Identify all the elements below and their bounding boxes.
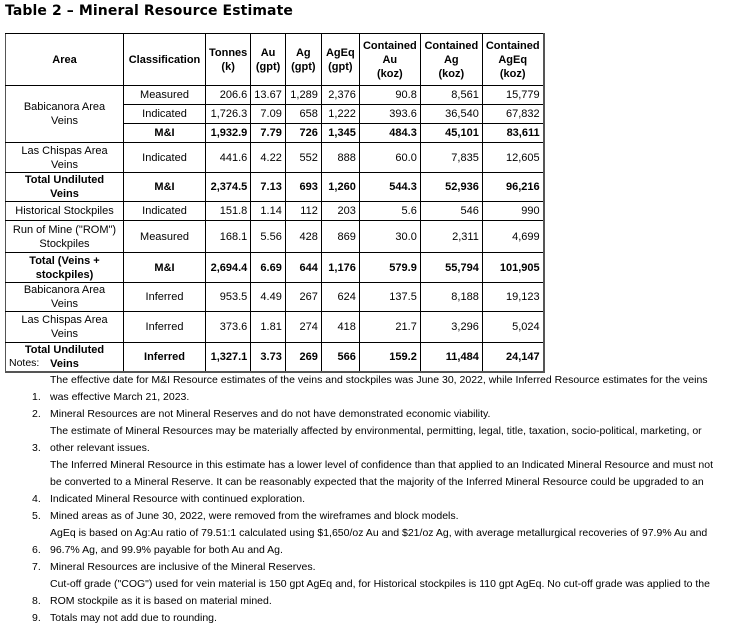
- contained-au-cell: 30.0: [359, 221, 420, 253]
- note-text-line: was effective March 21, 2023.: [50, 391, 190, 403]
- note-item: [9, 406, 739, 423]
- note-text-line: ROM stockpile as it is based on material mined.: [50, 595, 272, 607]
- header-area: Area: [6, 34, 124, 86]
- contained-ageq-cell: 19,123: [482, 283, 543, 312]
- table-row: [6, 312, 544, 343]
- contained-au-cell: 159.2: [359, 343, 420, 373]
- contained-au-cell: 5.6: [359, 202, 420, 221]
- contained-au-cell: 60.0: [359, 143, 420, 173]
- area-cell: Run of Mine ("ROM") Stockpiles: [6, 221, 124, 253]
- classification-cell: Measured: [124, 221, 206, 253]
- header-classification: Classification: [124, 34, 206, 86]
- table-row: [6, 143, 544, 173]
- note-item: [9, 610, 739, 627]
- note-text-line: The Inferred Mineral Resource in this estimate has a lower level of confidence than that applied to an Indicated Mineral Resource and must not: [50, 459, 714, 471]
- contained-au-cell: 90.8: [359, 86, 420, 105]
- ag-cell: 267: [285, 283, 321, 312]
- ag-cell: 269: [285, 343, 321, 373]
- note-number: 7.: [32, 561, 41, 573]
- note-text-line: Mineral Resources are inclusive of the Mineral Reserves.: [50, 561, 316, 573]
- area-cell: Total Undiluted Veins: [6, 173, 124, 202]
- note-item: [9, 508, 739, 525]
- au-cell: 4.49: [251, 283, 286, 312]
- note-number: 6.: [32, 544, 41, 556]
- ageq-cell: 624: [321, 283, 359, 312]
- classification-cell: M&I: [124, 173, 206, 202]
- contained-ageq-cell: 67,832: [482, 105, 543, 124]
- notes-list: [9, 372, 739, 627]
- classification-cell: Indicated: [124, 143, 206, 173]
- ageq-cell: 418: [321, 312, 359, 343]
- area-cell: Historical Stockpiles: [6, 202, 124, 221]
- contained-ag-cell: 36,540: [420, 105, 482, 124]
- tonnes-cell: 206.6: [206, 86, 251, 105]
- contained-ageq-cell: 83,611: [482, 124, 543, 143]
- contained-au-cell: 393.6: [359, 105, 420, 124]
- classification-cell: Indicated: [124, 202, 206, 221]
- au-cell: 1.14: [251, 202, 286, 221]
- area-cell: Babicanora Area Veins: [6, 86, 124, 143]
- tonnes-cell: 2,694.4: [206, 253, 251, 283]
- contained-ag-cell: 2,311: [420, 221, 482, 253]
- ageq-cell: 2,376: [321, 86, 359, 105]
- note-item: [9, 423, 739, 457]
- header-row: [6, 34, 544, 86]
- header-tonnes: Tonnes (k): [206, 34, 251, 86]
- ageq-cell: 888: [321, 143, 359, 173]
- tonnes-cell: 1,327.1: [206, 343, 251, 373]
- note-text-line: The estimate of Mineral Resources may be materially affected by environmental, permitting, legal, title, taxation, socio-political, marketing, or: [50, 425, 702, 437]
- ageq-cell: 869: [321, 221, 359, 253]
- note-text-line: Mined areas as of June 30, 2022, were removed from the wireframes and block models.: [50, 510, 459, 522]
- ag-cell: 112: [285, 202, 321, 221]
- contained-ag-cell: 8,188: [420, 283, 482, 312]
- ag-cell: 658: [285, 105, 321, 124]
- contained-ageq-cell: 990: [482, 202, 543, 221]
- au-cell: 7.13: [251, 173, 286, 202]
- classification-cell: M&I: [124, 124, 206, 143]
- ag-cell: 1,289: [285, 86, 321, 105]
- contained-ag-cell: 7,835: [420, 143, 482, 173]
- contained-ageq-cell: 12,605: [482, 143, 543, 173]
- note-text-line: Cut-off grade ("COG") used for vein material is 150 gpt AgEq and, for Historical stockpiles is 110 gpt AgEq. No cut-off grade was applied to the: [50, 578, 710, 590]
- ageq-cell: 1,345: [321, 124, 359, 143]
- area-cell: Total (Veins + stockpiles): [6, 253, 124, 283]
- tonnes-cell: 953.5: [206, 283, 251, 312]
- classification-cell: Measured: [124, 86, 206, 105]
- contained-ageq-cell: 96,216: [482, 173, 543, 202]
- note-number: 3.: [32, 442, 41, 454]
- note-number: 8.: [32, 595, 41, 607]
- header-ag-grade: Ag (gpt): [285, 34, 321, 86]
- table-row-total: [6, 253, 544, 283]
- table-row: [6, 202, 544, 221]
- mineral-resource-table: [5, 33, 545, 373]
- ag-cell: 693: [285, 173, 321, 202]
- ag-cell: 274: [285, 312, 321, 343]
- note-text-line: Indicated Mineral Resource with continued exploration.: [50, 493, 306, 505]
- contained-au-cell: 544.3: [359, 173, 420, 202]
- area-cell: Total Undiluted Veins: [6, 343, 124, 373]
- header-contained-au: Contained Au (koz): [359, 34, 420, 86]
- classification-cell: Inferred: [124, 312, 206, 343]
- contained-ageq-cell: 15,779: [482, 86, 543, 105]
- au-cell: 3.73: [251, 343, 286, 373]
- header-ageq-grade: AgEq (gpt): [321, 34, 359, 86]
- tonnes-cell: 168.1: [206, 221, 251, 253]
- note-text-line: Totals may not add due to rounding.: [50, 612, 217, 624]
- note-number: 2.: [32, 408, 41, 420]
- ag-cell: 552: [285, 143, 321, 173]
- notes-section: [9, 355, 739, 627]
- au-cell: 4.22: [251, 143, 286, 173]
- contained-ag-cell: 11,484: [420, 343, 482, 373]
- ag-cell: 644: [285, 253, 321, 283]
- note-number: 9.: [32, 612, 41, 624]
- au-cell: 13.67: [251, 86, 286, 105]
- au-cell: 1.81: [251, 312, 286, 343]
- classification-cell: Inferred: [124, 343, 206, 373]
- tonnes-cell: 1,932.9: [206, 124, 251, 143]
- table-title: Table 2 – Mineral Resource Estimate: [5, 3, 293, 19]
- au-cell: 7.09: [251, 105, 286, 124]
- contained-ag-cell: 55,794: [420, 253, 482, 283]
- tonnes-cell: 1,726.3: [206, 105, 251, 124]
- contained-ag-cell: 3,296: [420, 312, 482, 343]
- note-text-line: other relevant issues.: [50, 442, 150, 454]
- au-cell: 7.79: [251, 124, 286, 143]
- contained-au-cell: 579.9: [359, 253, 420, 283]
- area-cell: Las Chispas Area Veins: [6, 143, 124, 173]
- ageq-cell: 1,176: [321, 253, 359, 283]
- note-item: [9, 576, 739, 610]
- note-number: 5.: [32, 510, 41, 522]
- note-text-line: Mineral Resources are not Mineral Reserves and do not have demonstrated economic viability.: [50, 408, 491, 420]
- contained-au-cell: 137.5: [359, 283, 420, 312]
- area-cell: Babicanora Area Veins: [6, 283, 124, 312]
- contained-ageq-cell: 4,699: [482, 221, 543, 253]
- note-item: [9, 457, 739, 508]
- header-contained-ag: Contained Ag (koz): [420, 34, 482, 86]
- header-contained-ageq: Contained AgEq (koz): [482, 34, 543, 86]
- table-row: [6, 86, 544, 105]
- ageq-cell: 1,260: [321, 173, 359, 202]
- header-au-grade: Au (gpt): [251, 34, 286, 86]
- ageq-cell: 1,222: [321, 105, 359, 124]
- contained-au-cell: 484.3: [359, 124, 420, 143]
- tonnes-cell: 373.6: [206, 312, 251, 343]
- classification-cell: M&I: [124, 253, 206, 283]
- ag-cell: 428: [285, 221, 321, 253]
- note-item: [9, 525, 739, 559]
- note-text-line: be converted to a Mineral Reserve. It can be reasonably expected that the majority of the Inferred Mineral Resource could be upgraded to an: [50, 476, 704, 488]
- area-cell: Las Chispas Area Veins: [6, 312, 124, 343]
- note-number: 4.: [32, 493, 41, 505]
- note-text-line: 96.7% Ag, and 99.9% payable for both Au and Ag.: [50, 544, 283, 556]
- table-row: [6, 283, 544, 312]
- classification-cell: Indicated: [124, 105, 206, 124]
- ageq-cell: 203: [321, 202, 359, 221]
- contained-ag-cell: 45,101: [420, 124, 482, 143]
- contained-ageq-cell: 24,147: [482, 343, 543, 373]
- note-text-line: The effective date for M&I Resource estimates of the veins and stockpiles was June 30, 2022, while Inferred Resource estimates for the veins: [50, 374, 708, 386]
- contained-ageq-cell: 101,905: [482, 253, 543, 283]
- au-cell: 5.56: [251, 221, 286, 253]
- note-item: [9, 372, 739, 406]
- tonnes-cell: 441.6: [206, 143, 251, 173]
- note-text-line: AgEq is based on Ag:Au ratio of 79.51:1 calculated using $1,650/oz Au and $21/oz Ag, with average metallurgical recoveries of 97.9% Au and: [50, 527, 708, 539]
- table-row-total: [6, 173, 544, 202]
- notes-heading: Notes:: [9, 357, 40, 369]
- ag-cell: 726: [285, 124, 321, 143]
- table-row: [6, 221, 544, 253]
- note-number: 1.: [32, 391, 41, 403]
- classification-cell: Inferred: [124, 283, 206, 312]
- au-cell: 6.69: [251, 253, 286, 283]
- tonnes-cell: 151.8: [206, 202, 251, 221]
- contained-ag-cell: 8,561: [420, 86, 482, 105]
- contained-ag-cell: 52,936: [420, 173, 482, 202]
- contained-ageq-cell: 5,024: [482, 312, 543, 343]
- contained-ag-cell: 546: [420, 202, 482, 221]
- contained-au-cell: 21.7: [359, 312, 420, 343]
- note-item: [9, 559, 739, 576]
- ageq-cell: 566: [321, 343, 359, 373]
- tonnes-cell: 2,374.5: [206, 173, 251, 202]
